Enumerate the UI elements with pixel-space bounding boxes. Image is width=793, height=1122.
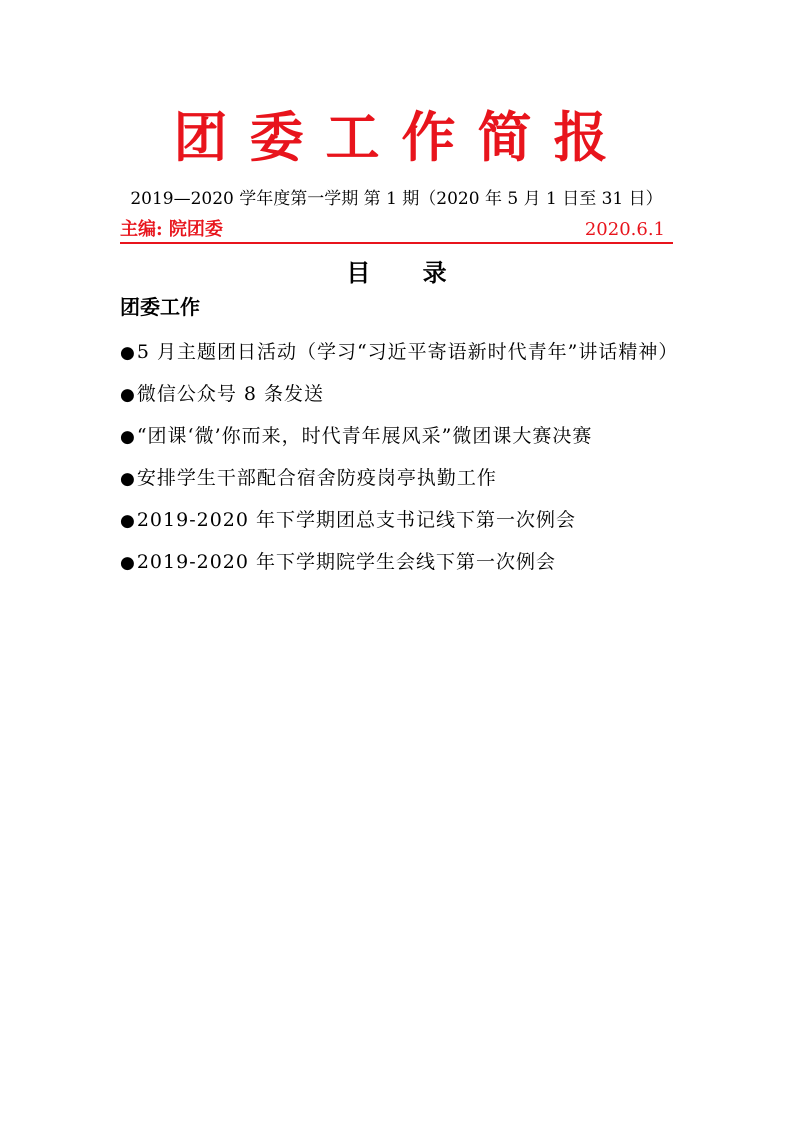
bullet-icon: ● xyxy=(120,511,136,531)
toc-item-text: 微信公众号 8 条发送 xyxy=(136,383,325,405)
bullet-icon: ● xyxy=(120,553,136,573)
masthead-bar xyxy=(120,220,673,244)
toc-item xyxy=(120,332,680,374)
bullet-icon: ● xyxy=(120,385,136,405)
toc-item xyxy=(120,416,680,458)
toc-item-text: 2019-2020 年下学期院学生会线下第一次例会 xyxy=(136,551,557,573)
section-title: 团委工作 xyxy=(120,295,200,319)
toc-item xyxy=(120,500,680,542)
newsletter-title: 团委工作简报 xyxy=(173,105,630,169)
toc-item-text: 安排学生干部配合宿舍防疫岗亭执勤工作 xyxy=(136,467,497,489)
toc-item xyxy=(120,542,680,584)
toc-item xyxy=(120,458,680,500)
bullet-icon: ● xyxy=(120,469,136,489)
issue-line: 2019—2020 学年度第一学期 第 1 期（2020 年 5 月 1 日至 31 日） xyxy=(130,189,663,209)
toc-list xyxy=(120,332,680,584)
toc-item-text: 2019-2020 年下学期团总支书记线下第一次例会 xyxy=(136,509,577,531)
toc-item-text: 5 月主题团日活动（学习“习近平寄语新时代青年”讲话精神） xyxy=(136,341,679,363)
toc-item-text: “团课‘微’你而来，时代青年展风采”微团课大赛决赛 xyxy=(136,425,593,447)
bullet-icon: ● xyxy=(120,427,136,447)
toc-item xyxy=(120,374,680,416)
publish-date: 2020.6.1 xyxy=(584,219,665,240)
editor-label: 主编: 院团委 xyxy=(120,219,223,240)
bullet-icon: ● xyxy=(120,343,136,363)
toc-heading: 目 录 xyxy=(346,258,469,287)
